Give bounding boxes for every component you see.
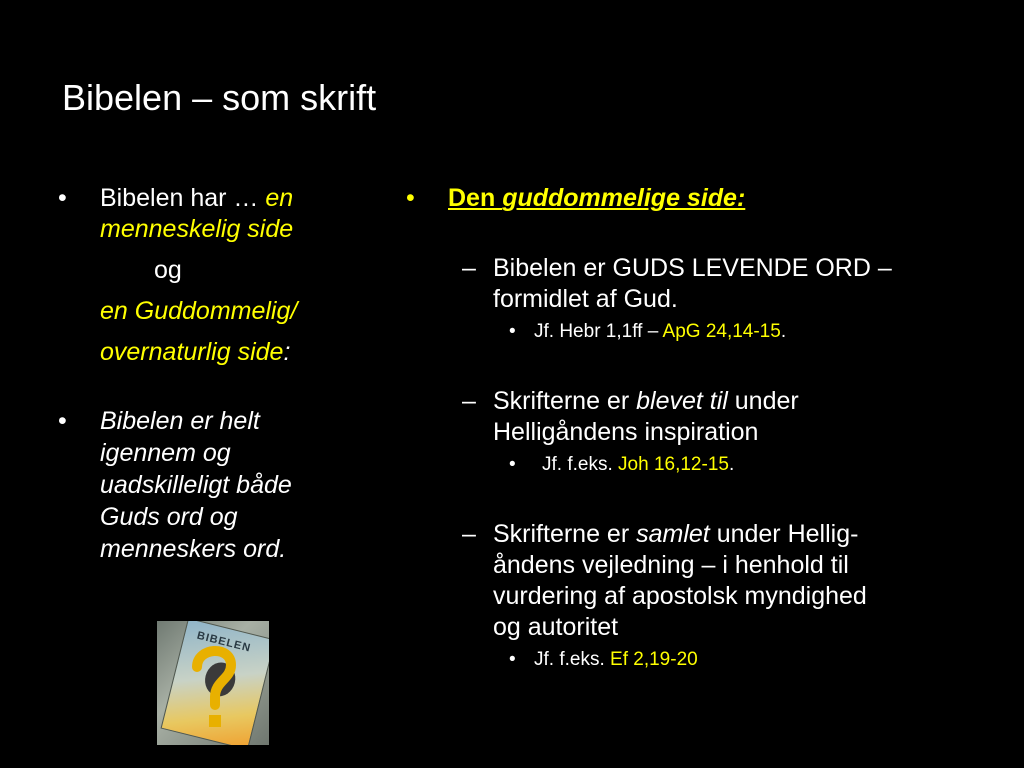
left-b2-line-3: uadskilleligt både	[100, 471, 292, 499]
left-b1-italic-en: en	[265, 184, 294, 212]
right-sub-3	[406, 519, 1006, 643]
right-heading	[406, 183, 1006, 214]
dash-marker: –	[462, 520, 476, 548]
bible-question-image	[157, 621, 269, 745]
right-s2-post: under	[727, 387, 799, 415]
right-s1-ref-end: .	[780, 321, 787, 342]
dash-marker: –	[462, 254, 476, 282]
left-guddommelig: en Guddommelig/	[100, 297, 298, 325]
right-s2-ref-link: Joh 16,12-15	[618, 454, 729, 475]
book-cover-label: BIBELEN	[195, 629, 253, 655]
right-s2-pre: Skrifterne er	[493, 387, 637, 415]
right-s1-ref-prefix: Jf. Hebr 1,1ff –	[534, 321, 663, 342]
left-guddommelig-line	[58, 296, 388, 327]
right-s3-line-3: vurdering af apostolsk myndighed	[493, 582, 867, 610]
right-column	[406, 183, 1006, 673]
right-s3-pre: Skrifterne er	[493, 520, 637, 548]
right-s3-ref-prefix: Jf. f.eks.	[534, 649, 611, 670]
bullet-dot: •	[509, 321, 516, 342]
right-s3-line-4: og autoritet	[493, 613, 619, 641]
right-s2-ref	[406, 452, 1006, 478]
right-sub-2	[406, 386, 1006, 448]
bullet-dot: •	[509, 649, 516, 670]
left-b2-line-1: Bibelen er helt	[100, 407, 260, 435]
left-bullet-1	[58, 183, 388, 245]
left-column	[58, 183, 388, 565]
left-overnaturlig: overnaturlig side	[100, 338, 284, 366]
left-og-line	[58, 255, 388, 286]
bullet-dot: •	[406, 184, 415, 212]
bullet-dot: •	[58, 407, 67, 435]
right-s3-post: under Hellig-	[709, 520, 859, 548]
left-og: og	[154, 256, 182, 284]
right-s1-line-1: Bibelen er GUDS LEVENDE ORD –	[493, 254, 892, 282]
right-s1-line-2: formidlet af Gud.	[493, 285, 678, 313]
left-bullet-2	[58, 405, 388, 565]
right-s2-italic: blevet til	[636, 387, 728, 415]
right-sub-1	[406, 253, 1006, 315]
left-colon: :	[283, 338, 291, 366]
right-s1-ref-link: ApG 24,14-15	[662, 321, 781, 342]
right-s3-ref	[406, 647, 1006, 673]
left-b2-line-4: Guds ord og	[100, 503, 238, 531]
left-b2-line-2: igennem og	[100, 439, 231, 467]
right-heading-italic: guddommelige side:	[502, 184, 746, 212]
bullet-dot: •	[58, 184, 67, 212]
right-s3-ref-link: Ef 2,19-20	[610, 649, 698, 670]
bullet-dot: •	[509, 454, 516, 475]
right-s2-ref-prefix: Jf. f.eks.	[542, 454, 619, 475]
right-s2-ref-end: .	[728, 454, 735, 475]
right-s3-italic: samlet	[636, 520, 710, 548]
dash-marker: –	[462, 387, 476, 415]
left-b1-menneskelig: menneskelig side	[100, 215, 294, 243]
right-heading-den: Den	[448, 184, 503, 212]
left-b2-line-5: menneskers ord.	[100, 535, 287, 563]
right-s3-line-2: åndens vejledning – i henhold til	[493, 551, 849, 579]
question-mark-icon	[179, 635, 249, 735]
slide-title: Bibelen – som skrift	[62, 77, 377, 118]
right-s1-ref	[406, 319, 1006, 345]
left-overnaturlig-line	[58, 337, 388, 368]
left-b1-prefix: Bibelen har …	[100, 184, 266, 212]
right-s2-line-2: Helligåndens inspiration	[493, 418, 759, 446]
